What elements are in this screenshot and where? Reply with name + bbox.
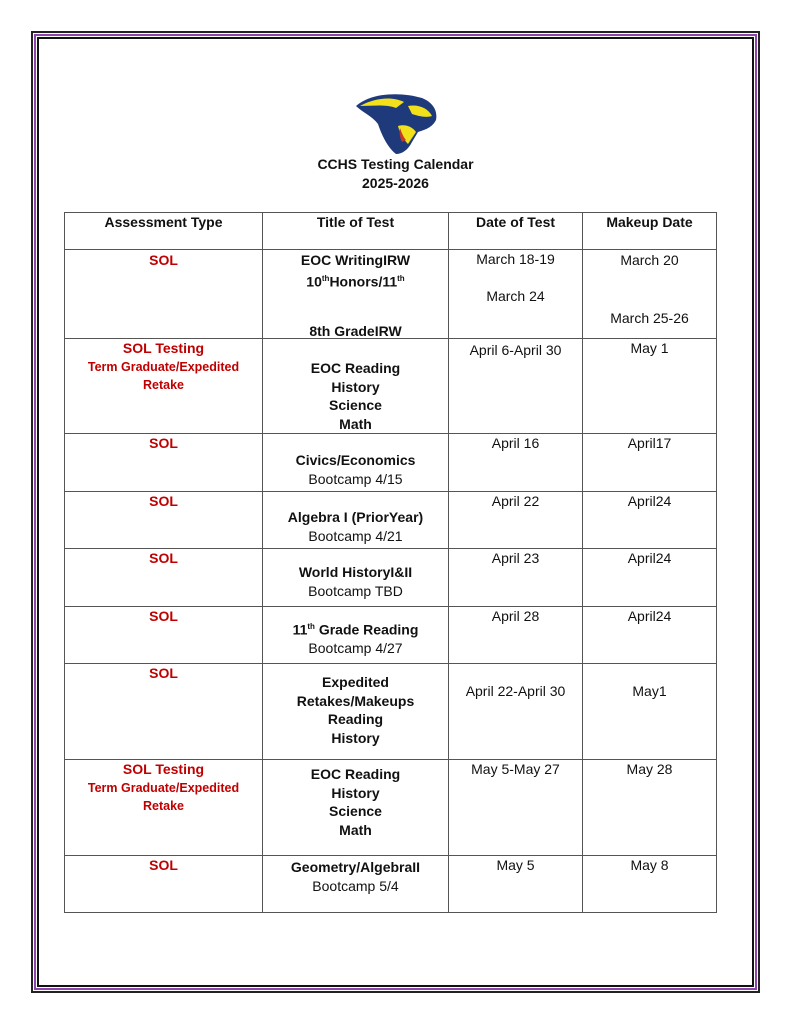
cell-text: April17 <box>627 435 672 451</box>
cell-text: Retake <box>143 378 184 392</box>
test-title <box>263 339 449 434</box>
cell-text: March 18-19 <box>476 251 555 267</box>
cell-text: Retakes/Makeups <box>296 692 415 709</box>
cell-text: History <box>331 729 380 746</box>
test-title <box>263 664 449 760</box>
makeup-date <box>583 664 717 760</box>
cell-text: Math <box>339 821 372 838</box>
cell-text: EOC WritingIRW <box>300 252 411 268</box>
header-date-of-test: Date of Test <box>449 213 583 250</box>
cell-text: March 24 <box>486 287 545 304</box>
cell-text: Bootcamp 5/4 <box>312 877 399 894</box>
cell-text: EOC Reading <box>310 766 401 782</box>
cell-text: th <box>321 273 330 283</box>
header-title-of-test: Title of Test <box>263 213 449 250</box>
test-title <box>263 492 449 549</box>
test-title <box>263 434 449 492</box>
test-date <box>449 250 583 339</box>
cell-text: April24 <box>627 608 672 624</box>
cell-text: SOL <box>149 665 178 681</box>
header-assessment-type: Assessment Type <box>65 213 263 250</box>
assessment-type <box>65 434 263 492</box>
table-row <box>65 760 717 856</box>
table-header-row <box>65 213 717 250</box>
table-row <box>65 492 717 549</box>
cell-text: Algebra I (PriorYear) <box>287 509 424 525</box>
cell-text: April 28 <box>491 608 540 624</box>
cell-text: th <box>397 273 405 283</box>
cell-text: SOL <box>149 608 178 624</box>
makeup-date <box>583 607 717 664</box>
test-date <box>449 434 583 492</box>
cell-text: Term Graduate/Expedited <box>87 780 240 795</box>
cell-text: Expedited <box>322 674 389 690</box>
assessment-type <box>65 607 263 664</box>
cell-text: March 25-26 <box>610 309 689 326</box>
cell-text: Bootcamp 4/27 <box>308 640 403 657</box>
table-row <box>65 250 717 339</box>
school-year: 2025-2026 <box>362 175 429 191</box>
cell-text: May 5-May 27 <box>471 761 560 777</box>
cell-text: Geometry/AlgebraII <box>290 859 421 875</box>
test-date <box>449 492 583 549</box>
cell-text: April 6-April 30 <box>469 342 562 358</box>
cell-text: Science <box>329 397 382 413</box>
cell-text: SOL <box>149 493 178 509</box>
test-title <box>263 760 449 856</box>
table-row <box>65 664 717 760</box>
document-title: CCHS Testing Calendar <box>317 156 474 172</box>
test-date <box>449 607 583 664</box>
cell-text: SOL <box>149 550 178 566</box>
cell-text: 10 <box>306 273 322 290</box>
cell-text: Bootcamp 4/15 <box>308 470 403 487</box>
cell-text: April 23 <box>491 550 540 566</box>
cell-text: April24 <box>627 493 672 509</box>
test-title <box>263 607 449 664</box>
cell-text: SOL Testing <box>122 761 205 777</box>
cell-text: Science <box>329 803 382 819</box>
cell-text: Retake <box>143 799 184 813</box>
cell-text: May1 <box>632 683 667 699</box>
makeup-date <box>583 856 717 913</box>
assessment-type <box>65 664 263 760</box>
cell-text: Bootcamp 4/21 <box>308 527 403 544</box>
table-row <box>65 856 717 913</box>
test-date <box>449 760 583 856</box>
assessment-type <box>65 339 263 434</box>
cell-text: May 1 <box>630 340 669 356</box>
test-title <box>263 250 449 339</box>
cell-text: SOL <box>149 857 178 873</box>
cell-text: EOC Reading <box>310 360 401 376</box>
cell-text: March 20 <box>620 252 679 268</box>
makeup-date <box>583 760 717 856</box>
makeup-date <box>583 492 717 549</box>
test-title <box>263 856 449 913</box>
cell-text: May 5 <box>496 857 535 873</box>
cell-text: SOL Testing <box>122 340 205 356</box>
test-date <box>449 664 583 760</box>
makeup-date <box>583 549 717 607</box>
assessment-type <box>65 492 263 549</box>
cell-text: Honors/11 <box>329 273 398 290</box>
cell-text: Civics/Economics <box>295 452 416 468</box>
test-date <box>449 549 583 607</box>
cell-text: World HistoryI&II <box>298 564 413 580</box>
makeup-date <box>583 339 717 434</box>
cell-text: Reading <box>327 711 384 727</box>
table-row <box>65 339 717 434</box>
assessment-type <box>65 549 263 607</box>
cell-text: 8th GradeIRW <box>309 322 402 339</box>
test-date <box>449 339 583 434</box>
cell-text: May 8 <box>630 857 669 873</box>
cell-text: History <box>331 784 380 801</box>
cell-text: Grade Reading <box>318 621 419 638</box>
cell-text: April 16 <box>491 435 540 451</box>
cell-text: April 22 <box>491 493 540 509</box>
cell-text: 11 <box>292 621 308 638</box>
testing-calendar-table <box>64 212 717 913</box>
panther-logo <box>352 92 438 156</box>
table-row <box>65 549 717 607</box>
cell-text: May 28 <box>626 761 673 777</box>
makeup-date <box>583 250 717 339</box>
table-row <box>65 434 717 492</box>
cell-text: April 22-April 30 <box>465 683 566 699</box>
test-title <box>263 549 449 607</box>
table-row <box>65 607 717 664</box>
assessment-type <box>65 856 263 913</box>
assessment-type <box>65 250 263 339</box>
cell-text: April24 <box>627 550 672 566</box>
cell-text: SOL <box>149 435 178 451</box>
assessment-type <box>65 760 263 856</box>
cell-text: Bootcamp TBD <box>308 582 403 599</box>
cell-text: Math <box>339 415 372 432</box>
cell-text: SOL <box>149 252 178 268</box>
header-makeup-date: Makeup Date <box>583 213 717 250</box>
cell-text <box>263 618 448 639</box>
cell-text <box>263 270 448 291</box>
cell-text: th <box>307 622 315 631</box>
makeup-date <box>583 434 717 492</box>
test-date <box>449 856 583 913</box>
cell-text: History <box>331 378 380 395</box>
cell-text: Term Graduate/Expedited <box>87 359 240 374</box>
